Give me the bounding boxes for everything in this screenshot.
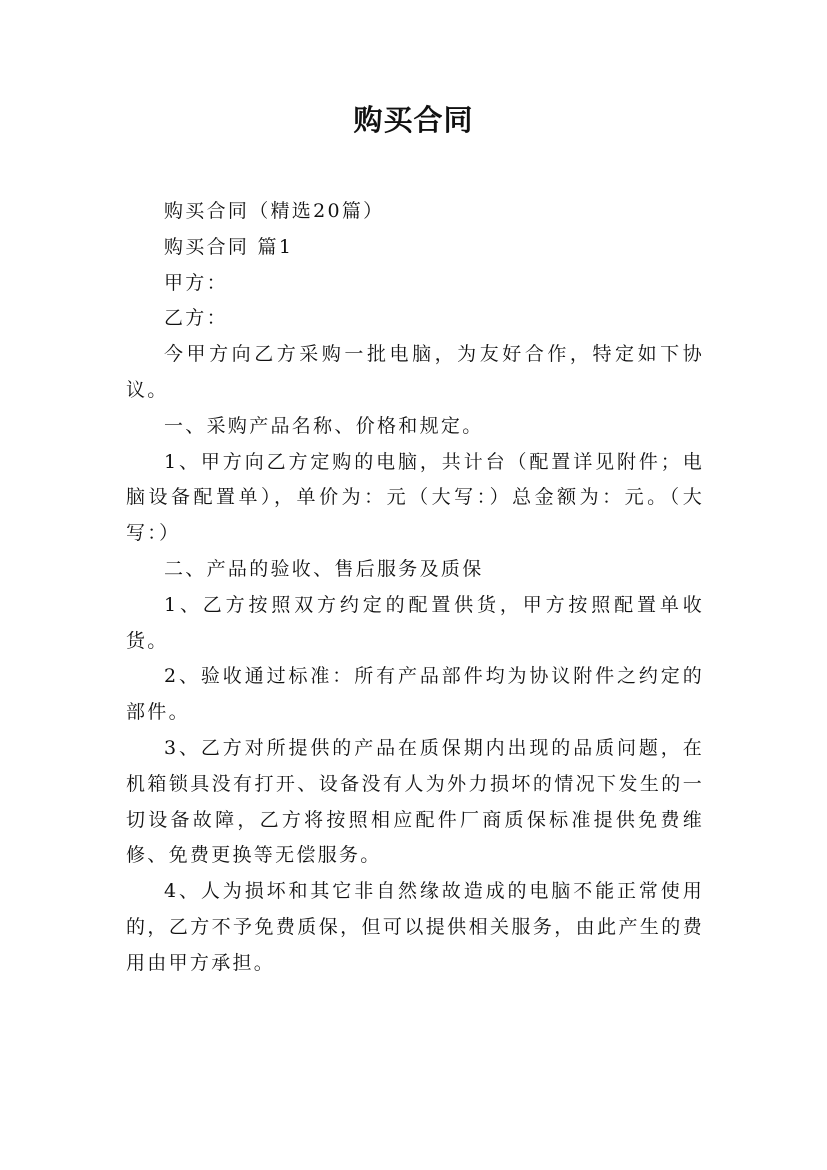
party-a-line: 甲方： xyxy=(164,271,228,294)
clause-2-item-3: 3、乙方对所提供的产品在质保期内出现的品质问题，在机箱锁具没有打开、设备没有人为外力损坏的情况下发生的一切设备故障，乙方将按照相应配件厂商质保标准提供免费维修、免费更换等无偿服务。 xyxy=(126,736,704,867)
clause-2-item-4: 4、人为损坏和其它非自然缘故造成的电脑不能正常使用的，乙方不予免费质保，但可以提供相关服务，由此产生的费用由甲方承担。 xyxy=(126,880,704,974)
contract-subtitle: 购买合同（精选20篇） xyxy=(164,200,385,222)
section-heading-part-1: 购买合同 篇1 xyxy=(164,235,294,258)
intro-paragraph: 今甲方向乙方采购一批电脑，为友好合作，特定如下协议。 xyxy=(126,343,704,401)
document-body xyxy=(126,194,704,982)
party-b-line: 乙方： xyxy=(164,307,228,330)
clause-2-item-1: 1、乙方按照双方约定的配置供货，甲方按照配置单收货。 xyxy=(126,593,704,652)
clause-2-item-2: 2、验收通过标准：所有产品部件均为协议附件之约定的部件。 xyxy=(126,665,704,724)
document-title: 购买合同 xyxy=(353,103,474,137)
clause-heading-1: 一、采购产品名称、价格和规定。 xyxy=(164,414,484,437)
clause-heading-2: 二、产品的验收、售后服务及质保 xyxy=(164,557,484,580)
clause-1-item-1: 1、甲方向乙方定购的电脑，共计台（配置详见附件；电脑设备配置单），单价为：元（大写：）总金额为：元。（大写：） xyxy=(126,450,704,545)
